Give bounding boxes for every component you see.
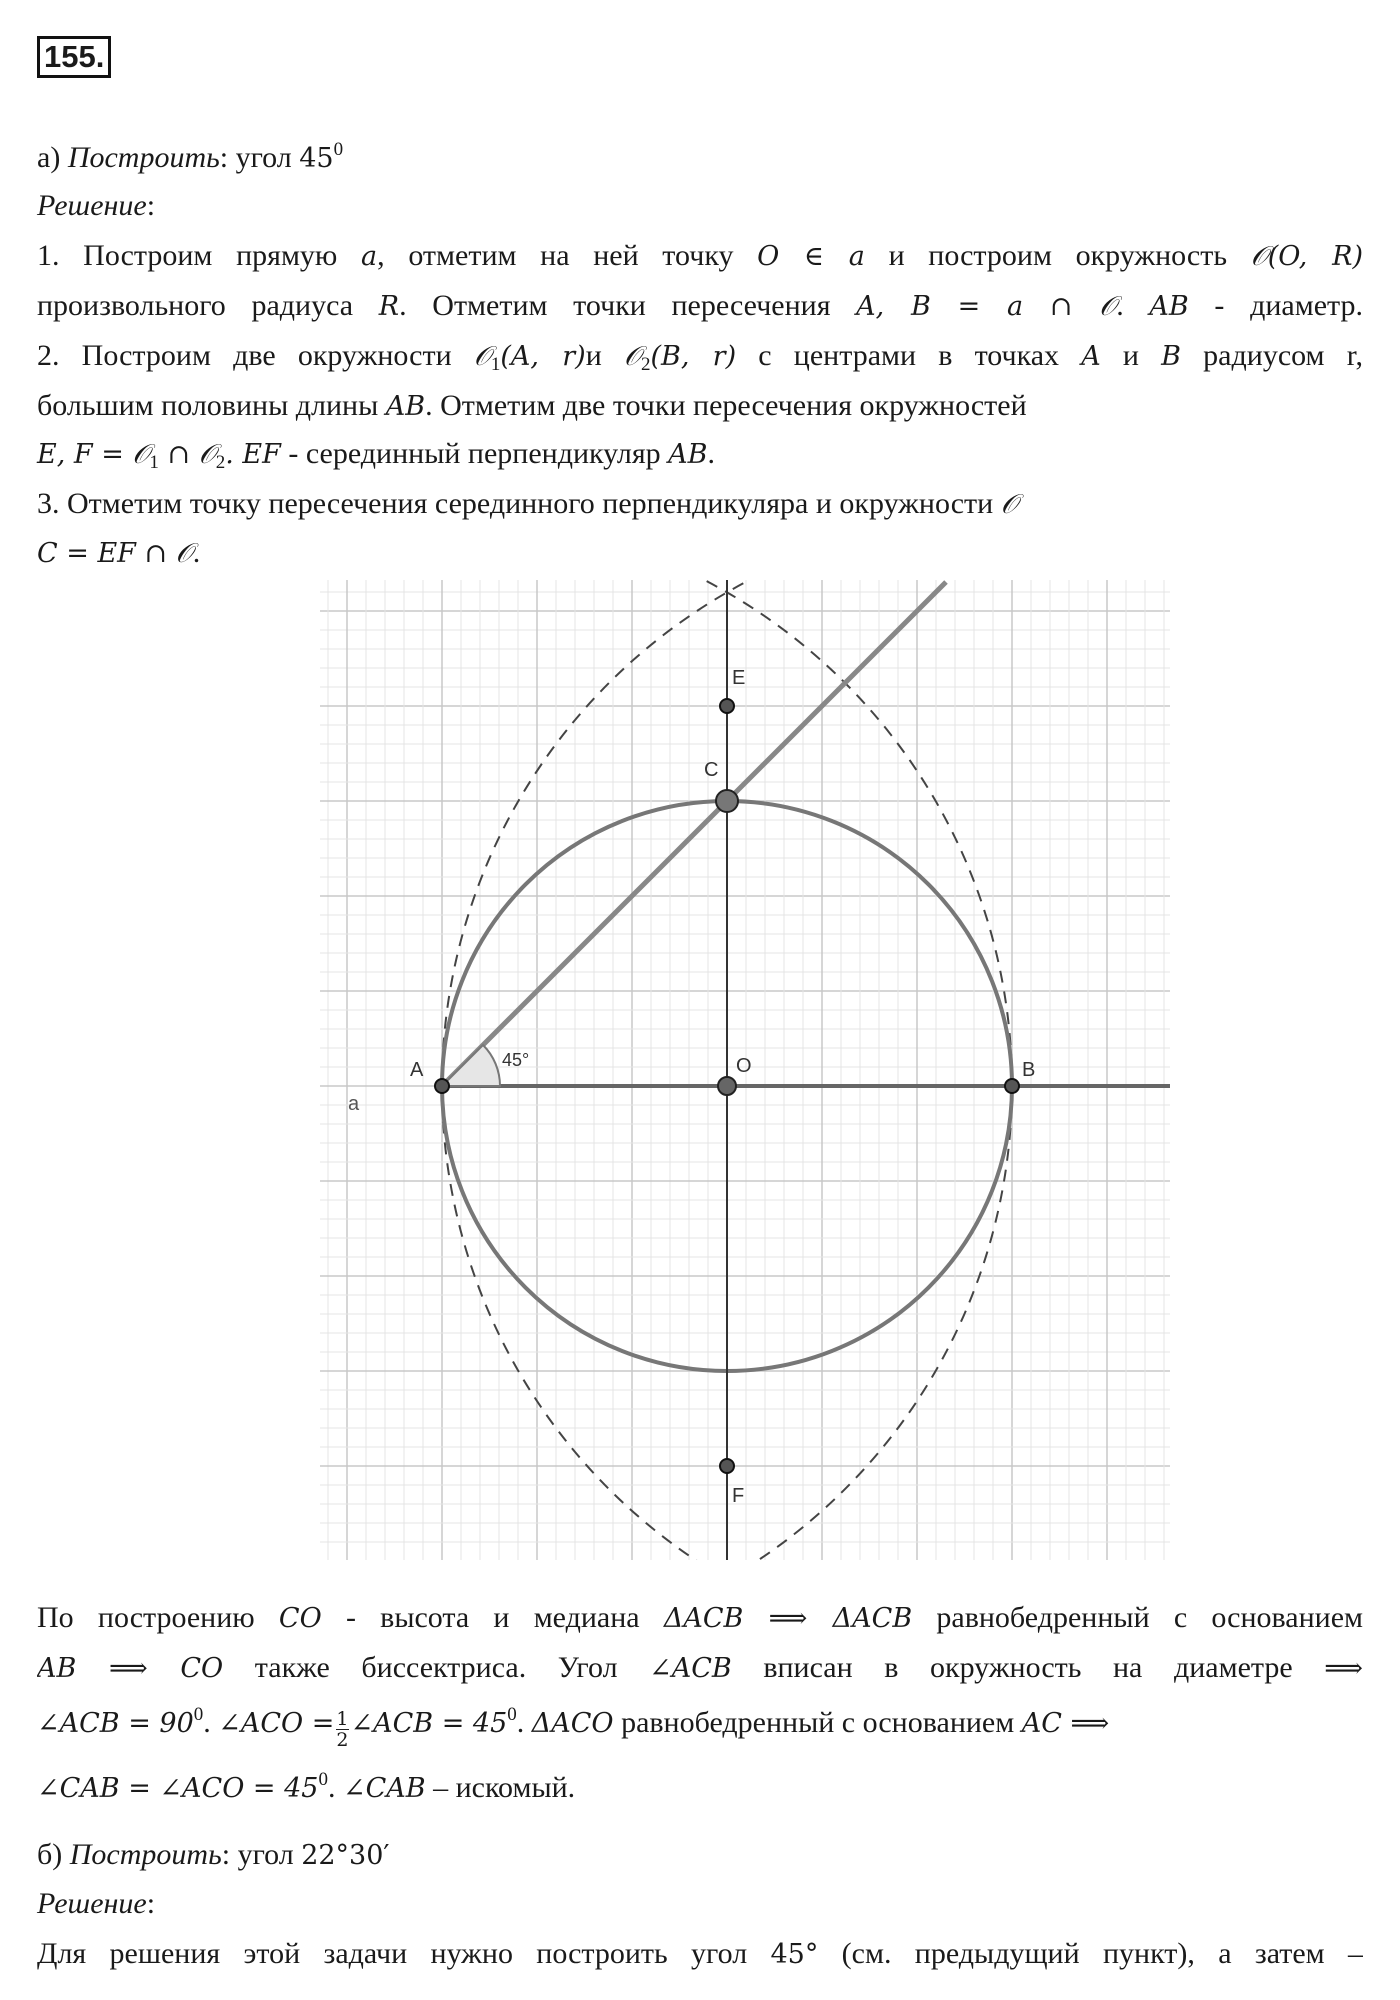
text-segment: ∠ACB	[649, 1653, 732, 1684]
point-f	[720, 1459, 734, 1473]
construction-figure	[320, 580, 1170, 1570]
text-segment: .	[225, 439, 243, 470]
text-segment: и	[1100, 339, 1162, 372]
text-segment: (B, r)	[650, 341, 737, 372]
text-segment: По построению	[37, 1601, 279, 1634]
text-segment: равнобедренный с основанием	[912, 1601, 1363, 1634]
text-segment: и построим окружность	[864, 239, 1251, 272]
text-segment: Для решения этой задачи нужно построить угол	[37, 1937, 771, 1970]
problem-number: 155.	[37, 36, 111, 78]
text-segment: A	[1081, 341, 1101, 372]
text-line	[37, 238, 1363, 274]
text-segment: C = EF ∩ 𝒪	[37, 538, 193, 569]
text-line	[37, 486, 1363, 523]
text-segment: Построить	[67, 141, 220, 174]
text-segment: равнобедренный с основанием	[613, 1706, 1022, 1739]
text-line	[37, 436, 1363, 473]
text-segment: . Отметим точки пересечения	[399, 289, 857, 322]
text-segment: 𝒪(O, R)	[1250, 241, 1363, 272]
circle-o1	[320, 580, 1012, 1570]
label-a: A	[410, 1059, 424, 1081]
text-segment: .	[203, 1706, 219, 1739]
text-segment: 1	[149, 452, 159, 473]
text-segment: EF	[242, 439, 281, 470]
text-line	[37, 188, 1363, 224]
text-segment: ∠ACB = 90	[37, 1708, 194, 1739]
text-segment: , отметим на ней точку	[377, 239, 758, 272]
text-segment: O ∈ a	[757, 241, 865, 272]
text-segment: AB	[385, 391, 426, 422]
circle-o2	[442, 580, 1170, 1570]
text-segment: AB	[1149, 291, 1189, 322]
text-segment: б)	[37, 1838, 70, 1871]
text-segment: $\frac{1}{2}$	[336, 1708, 349, 1751]
text-segment: : угол	[221, 1838, 302, 1871]
text-segment: также биссектриса. Угол	[223, 1651, 650, 1684]
text-segment: (см. предыдущий пункт), а затем –	[818, 1937, 1363, 1970]
text-segment: .	[1116, 289, 1150, 322]
label-o: O	[736, 1055, 752, 1077]
text-segment: Построить	[69, 1838, 222, 1871]
text-segment: 2. Построим две окружности	[37, 339, 474, 372]
angle-marker	[442, 1045, 500, 1086]
text-segment: CO	[278, 1603, 322, 1634]
text-segment: с центрами в точках	[736, 339, 1082, 372]
text-segment: AB	[668, 439, 708, 470]
text-segment: 1. Построим прямую	[37, 239, 362, 272]
text-segment: и	[585, 339, 624, 372]
text-segment: 22°30′	[301, 1840, 390, 1871]
text-segment: произвольного радиуса	[37, 289, 379, 322]
text-segment: :	[146, 189, 156, 222]
text-line	[37, 288, 1363, 324]
text-segment: AB ⟹ CO	[37, 1653, 224, 1684]
text-segment: 0	[193, 1704, 204, 1725]
text-segment: . Отметим две точки пересечения окружностей	[425, 389, 1027, 422]
text-segment: – искомый.	[425, 1771, 576, 1804]
text-segment: Решение	[37, 1887, 147, 1920]
label-f: F	[732, 1485, 745, 1507]
text-segment: а)	[37, 141, 68, 174]
point-c	[716, 790, 738, 812]
text-segment: - серединный перпендикуляр	[280, 437, 669, 470]
text-segment: вписан в окружность на диаметре	[731, 1651, 1325, 1684]
text-segment: E, F = 𝒪	[37, 439, 150, 470]
text-segment: .	[192, 536, 201, 569]
label-e: E	[732, 667, 746, 689]
text-segment: Решение	[37, 189, 147, 222]
text-segment: .	[707, 437, 715, 470]
text-line	[37, 1600, 1363, 1636]
text-line	[37, 1886, 1363, 1922]
text-segment: : угол	[219, 141, 300, 174]
text-segment: 𝒪	[1000, 489, 1018, 520]
text-segment: ∠ACO =	[218, 1708, 335, 1739]
label-line-a: a	[348, 1093, 360, 1115]
text-segment: 0	[318, 1769, 328, 1790]
text-segment: R	[378, 291, 400, 322]
point-e	[720, 699, 734, 713]
text-segment: 0	[333, 139, 344, 160]
text-segment: B	[1161, 341, 1181, 372]
text-segment: большим половины длины	[37, 389, 386, 422]
text-segment: 45	[299, 143, 334, 174]
text-segment: ∠ACB = 45	[350, 1708, 508, 1739]
text-segment: ΔACO	[531, 1708, 614, 1739]
text-segment: 𝒪	[473, 341, 491, 372]
label-c: C	[704, 759, 719, 781]
label-b: B	[1022, 1059, 1036, 1081]
text-line	[37, 1770, 1363, 1807]
text-line	[37, 1936, 1363, 1972]
text-line	[37, 535, 1363, 572]
text-line	[37, 140, 1363, 177]
text-line	[37, 1705, 1363, 1750]
text-segment: AC ⟹	[1021, 1708, 1110, 1739]
text-segment: .	[516, 1706, 532, 1739]
text-segment: a	[361, 241, 378, 272]
text-segment: ΔACB ⟹ ΔACB	[663, 1603, 913, 1634]
text-segment: 3. Отметим точку пересечения серединного перпендикуляра и окружности	[37, 487, 1001, 520]
point-a	[435, 1079, 449, 1093]
text-line	[37, 388, 1363, 425]
point-o	[718, 1077, 736, 1095]
text-segment: - высота и медиана	[321, 1601, 664, 1634]
text-segment: ⟹	[1324, 1653, 1363, 1684]
point-b	[1005, 1079, 1019, 1093]
text-segment: 2	[215, 452, 226, 473]
text-segment: A, B = a ∩ 𝒪	[856, 291, 1117, 322]
text-segment: 1	[490, 354, 501, 374]
text-segment: (A, r)	[500, 341, 586, 372]
text-line	[37, 1837, 1363, 1874]
text-segment: 0	[507, 1704, 517, 1725]
text-segment: ∠CAB = ∠ACO = 45	[37, 1773, 319, 1804]
text-segment: ∩ 𝒪	[158, 439, 216, 470]
text-segment: радиусом r,	[1181, 339, 1363, 372]
text-segment: 𝒪	[623, 341, 641, 372]
text-segment: 45°	[770, 1939, 819, 1970]
text-segment: :	[146, 1887, 156, 1920]
label-angle: 45°	[502, 1050, 530, 1070]
text-line	[37, 1650, 1363, 1686]
text-segment: ∠CAB	[342, 1773, 426, 1804]
text-segment: 2	[640, 354, 651, 374]
text-line	[37, 338, 1363, 374]
text-segment: - диаметр.	[1188, 289, 1363, 322]
text-segment: .	[327, 1771, 343, 1804]
